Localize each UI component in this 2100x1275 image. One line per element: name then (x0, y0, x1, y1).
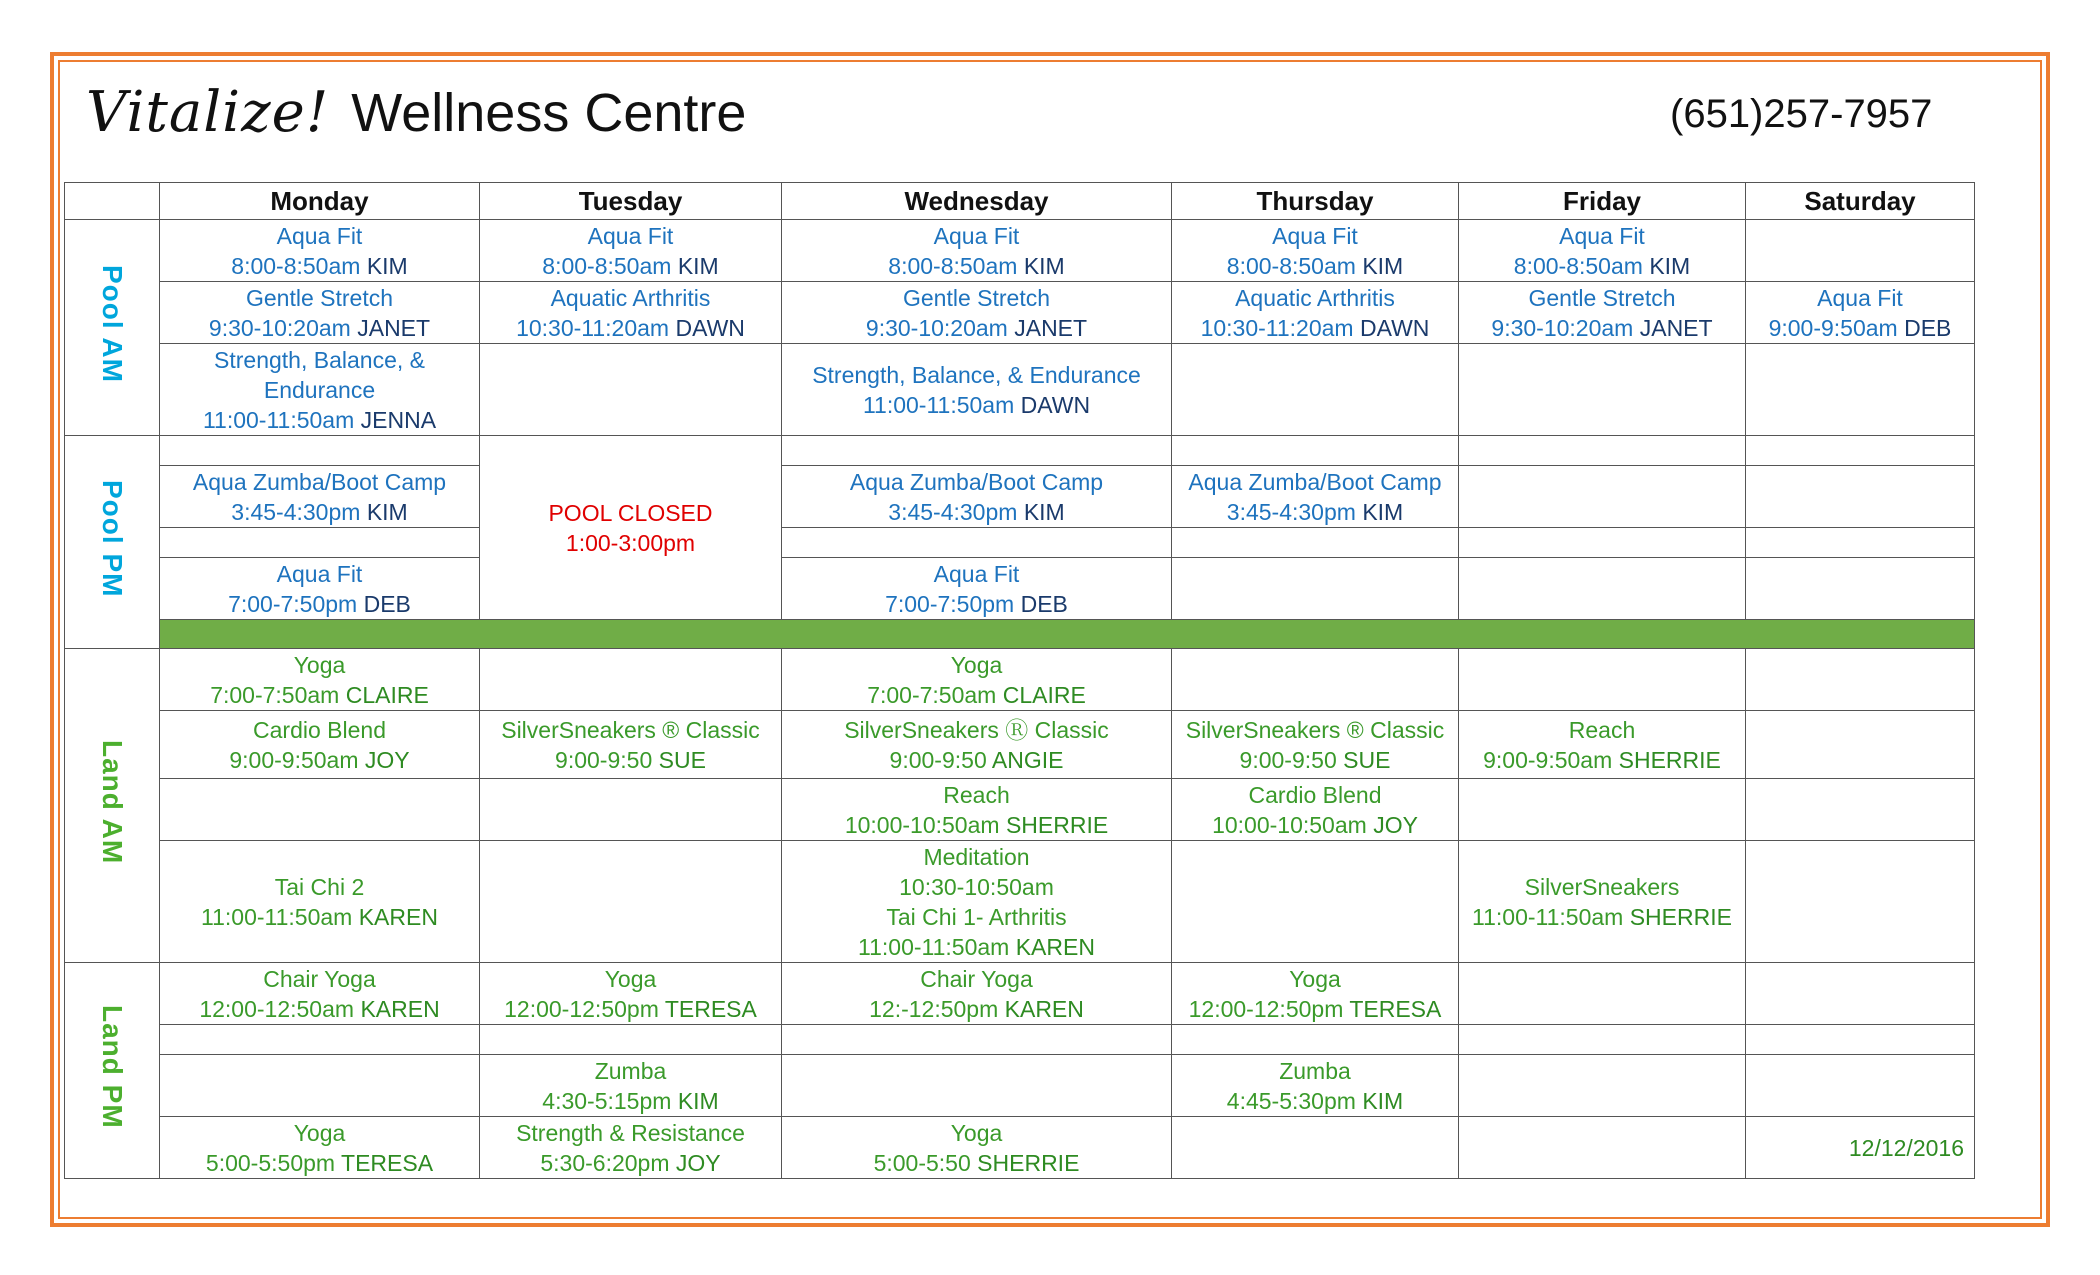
class-cell (1172, 220, 1459, 282)
header-row (65, 183, 1975, 220)
class-time: 12:00-12:50pm (504, 995, 659, 1022)
class-instructor: KIM (1649, 252, 1691, 279)
class-cell (1459, 220, 1746, 282)
class-time: 4:30-5:15pm (542, 1087, 672, 1114)
class-title: Aquatic Arthritis (1235, 284, 1395, 311)
pool-pm-row-1 (65, 436, 1975, 466)
class-time: 7:00-7:50pm (228, 590, 358, 617)
empty-cell (160, 779, 480, 841)
class-title: Reach (1568, 716, 1636, 743)
empty-cell (782, 1055, 1172, 1117)
class-instructor: SHERRIE (977, 1149, 1080, 1176)
empty-cell (1459, 1025, 1746, 1055)
class-title: Strength, Balance, & (214, 346, 425, 373)
empty-cell (480, 649, 782, 711)
empty-cell (1172, 436, 1459, 466)
day-header-friday: Friday (1459, 183, 1746, 220)
class-cell (160, 220, 480, 282)
class-cell (1172, 1055, 1459, 1117)
land-pm-row-4 (65, 1117, 1975, 1179)
empty-cell (1172, 1025, 1459, 1055)
pool-closed-time: 1:00-3:00pm (565, 529, 696, 556)
class-cell (160, 711, 480, 779)
empty-cell (1746, 1055, 1975, 1117)
land-am-row-4 (65, 841, 1975, 963)
empty-cell (160, 1055, 480, 1117)
class-time: 9:00-9:50am (1483, 746, 1613, 773)
land-am-row-3 (65, 779, 1975, 841)
class-cell (480, 963, 782, 1025)
class-title: Chair Yoga (920, 965, 1033, 992)
class-instructor: KIM (366, 498, 408, 525)
section-land-am (65, 649, 160, 963)
section-divider (65, 620, 1975, 649)
class-instructor: DEB (363, 590, 411, 617)
class-cell (160, 344, 480, 436)
class-instructor: KIM (1023, 498, 1065, 525)
class-cell (480, 282, 782, 344)
class-cell (782, 779, 1172, 841)
class-time: 11:00-11:50am (202, 406, 355, 433)
class-instructor: KIM (677, 252, 719, 279)
class-instructor: JOY (675, 1149, 721, 1176)
day-header-thursday: Thursday (1172, 183, 1459, 220)
class-time: 9:00-9:50am (229, 746, 359, 773)
empty-cell (1746, 220, 1975, 282)
divider-bar (160, 620, 1975, 649)
class-title: Strength, Balance, & Endurance (812, 361, 1141, 388)
class-time: 7:00-7:50am (210, 681, 340, 708)
empty-cell (160, 528, 480, 558)
class-title: Cardio Blend (1248, 781, 1382, 808)
class-time-second: 11:00-11:50am (858, 933, 1010, 960)
empty-cell (1459, 558, 1746, 620)
empty-cell (1459, 963, 1746, 1025)
class-cell (160, 558, 480, 620)
empty-cell (480, 1025, 782, 1055)
revision-date: 12/12/2016 (1848, 1134, 1964, 1161)
class-instructor: ANGIE (991, 746, 1064, 773)
class-instructor: KIM (677, 1087, 719, 1114)
class-cell (1172, 466, 1459, 528)
class-instructor: KAREN (358, 903, 438, 930)
class-title: SilverSneakers ® Classic (1185, 716, 1445, 743)
class-title: Yoga (950, 1119, 1003, 1146)
class-cell (160, 841, 480, 963)
empty-cell (480, 779, 782, 841)
empty-cell (782, 528, 1172, 558)
class-cell (1172, 711, 1459, 779)
class-cell (480, 1055, 782, 1117)
class-title: Gentle Stretch (1528, 284, 1676, 311)
class-instructor: SUE (658, 746, 706, 773)
pool-pm-row-4 (65, 558, 1975, 620)
class-time: 7:00-7:50am (867, 681, 997, 708)
empty-cell (1172, 841, 1459, 963)
class-cell (160, 466, 480, 528)
class-title: Gentle Stretch (245, 284, 394, 311)
class-instructor: TERESA (1349, 995, 1442, 1022)
empty-cell (480, 841, 782, 963)
class-title: Aqua Fit (276, 222, 363, 249)
empty-cell (1459, 1055, 1746, 1117)
class-time: 3:45-4:30pm (1226, 498, 1356, 525)
empty-cell (1172, 1117, 1459, 1179)
section-label-pool-am: Pool AM (97, 265, 128, 383)
class-cell (782, 558, 1172, 620)
class-title: Chair Yoga (263, 965, 376, 992)
class-instructor: SHERRIE (1005, 811, 1109, 838)
land-pm-row-1 (65, 963, 1975, 1025)
class-instructor: CLAIRE (1002, 681, 1086, 708)
class-cell (782, 466, 1172, 528)
section-pool-am (65, 220, 160, 436)
empty-cell (1746, 841, 1975, 963)
class-title-second: Tai Chi 1- Arthritis (886, 903, 1067, 930)
class-cell (782, 963, 1172, 1025)
class-time: 10:30-11:20am (516, 314, 670, 341)
class-title: Yoga (950, 651, 1003, 678)
class-cell (782, 282, 1172, 344)
class-title: Aqua Fit (1272, 222, 1358, 249)
class-cell (782, 841, 1172, 963)
class-time: 9:00-9:50 (889, 746, 987, 773)
class-title: Gentle Stretch (902, 284, 1051, 311)
empty-cell (782, 1025, 1172, 1055)
class-instructor: DEB (1904, 314, 1952, 341)
class-time: 8:00-8:50am (1513, 252, 1643, 279)
class-title: Strength & Resistance (516, 1119, 745, 1146)
empty-cell (1459, 649, 1746, 711)
empty-cell (1459, 779, 1746, 841)
class-instructor: JOY (1373, 811, 1418, 838)
empty-cell (160, 1025, 480, 1055)
class-cell (160, 282, 480, 344)
empty-cell (1459, 1117, 1746, 1179)
class-time: 3:45-4:30pm (231, 498, 361, 525)
pool-am-row-2 (65, 282, 1975, 344)
class-time: 8:00-8:50am (542, 252, 672, 279)
class-instructor: KIM (1362, 498, 1404, 525)
class-instructor: KIM (1362, 1087, 1404, 1114)
empty-cell (1746, 528, 1975, 558)
pool-am-row-3 (65, 344, 1975, 436)
class-title: SilverSneakers (1524, 873, 1680, 900)
brand-header (86, 80, 746, 150)
class-cell (480, 220, 782, 282)
class-instructor: JANET (357, 314, 431, 341)
class-instructor: JENNA (360, 406, 437, 433)
class-cell (480, 711, 782, 779)
class-instructor: KIM (366, 252, 408, 279)
class-instructor: JOY (364, 746, 410, 773)
empty-cell (480, 344, 782, 436)
corner-cell (65, 183, 160, 220)
class-title: Aqua Fit (1817, 284, 1903, 311)
class-instructor: KIM (1023, 252, 1065, 279)
empty-cell (1746, 711, 1975, 779)
day-header-wednesday: Wednesday (782, 183, 1172, 220)
class-time: 9:00-9:50 (1239, 746, 1337, 773)
class-title: Aqua Zumba/Boot Camp (1188, 468, 1442, 495)
empty-cell (1172, 649, 1459, 711)
empty-cell (782, 436, 1172, 466)
class-instructor: SHERRIE (1618, 746, 1721, 773)
empty-cell (1746, 649, 1975, 711)
empty-cell (1746, 344, 1975, 436)
empty-cell (1459, 436, 1746, 466)
class-time: 8:00-8:50am (888, 252, 1018, 279)
class-time: 10:30-11:20am (1200, 314, 1354, 341)
class-title-continued: Endurance (263, 376, 376, 403)
empty-cell (1746, 558, 1975, 620)
class-title: SilverSneakers Ⓡ Classic (844, 716, 1109, 743)
class-title: Aqua Fit (587, 222, 674, 249)
section-label-pool-pm: Pool PM (97, 479, 128, 598)
class-title: Reach (943, 781, 1010, 808)
schedule-table (64, 182, 1975, 1179)
class-title: Aqua Fit (933, 222, 1020, 249)
class-time: 9:30-10:20am (208, 314, 351, 341)
class-title: Aqua Zumba/Boot Camp (192, 468, 447, 495)
brand-name: Wellness Centre (351, 83, 747, 143)
class-title: SilverSneakers ® Classic (501, 716, 760, 743)
class-time: 11:00-11:50am (1472, 903, 1624, 930)
empty-cell (1172, 528, 1459, 558)
empty-cell (1746, 436, 1975, 466)
class-instructor: DAWN (675, 314, 745, 341)
section-pool-pm (65, 436, 160, 649)
class-title: Aquatic Arthritis (550, 284, 711, 311)
class-title: Aqua Fit (1559, 222, 1645, 249)
class-title: Meditation (923, 843, 1030, 870)
empty-cell (1172, 344, 1459, 436)
class-time: 3:45-4:30pm (888, 498, 1018, 525)
class-instructor: TERESA (341, 1149, 434, 1176)
class-instructor: KAREN (1004, 995, 1084, 1022)
class-instructor: KAREN (1015, 933, 1095, 960)
class-time: 5:30-6:20pm (540, 1149, 670, 1176)
class-title: Yoga (293, 651, 346, 678)
class-instructor: DAWN (1020, 391, 1091, 418)
day-header-tuesday: Tuesday (480, 183, 782, 220)
date-cell (1746, 1117, 1975, 1179)
pool-closed-label: POOL CLOSED (548, 499, 713, 526)
class-instructor: KAREN (360, 995, 440, 1022)
empty-cell (1746, 963, 1975, 1025)
phone-number: (651)257-7957 (1670, 92, 1933, 136)
class-title: Aqua Zumba/Boot Camp (849, 468, 1104, 495)
section-land-pm (65, 963, 160, 1179)
class-time: 11:00-11:50am (862, 391, 1015, 418)
land-pm-row-3 (65, 1055, 1975, 1117)
empty-cell (1459, 528, 1746, 558)
class-title: Zumba (1279, 1057, 1351, 1084)
class-time: 4:45-5:30pm (1226, 1087, 1356, 1114)
land-am-row-2 (65, 711, 1975, 779)
pool-am-row-1 (65, 220, 1975, 282)
class-cell (1172, 779, 1459, 841)
empty-cell (1172, 558, 1459, 620)
empty-cell (1746, 466, 1975, 528)
empty-cell (160, 436, 480, 466)
class-title: Aqua Fit (933, 560, 1020, 587)
class-instructor: SHERRIE (1629, 903, 1732, 930)
class-time: 8:00-8:50am (1226, 252, 1356, 279)
class-title: Zumba (594, 1057, 667, 1084)
class-time: 11:00-11:50am (201, 903, 353, 930)
class-title: Cardio Blend (253, 716, 386, 743)
day-header-saturday: Saturday (1746, 183, 1975, 220)
empty-cell (1459, 344, 1746, 436)
class-cell (782, 649, 1172, 711)
class-time: 10:30-10:50am (899, 873, 1054, 900)
class-time: 12:00-12:50pm (1188, 995, 1344, 1022)
class-cell (1172, 963, 1459, 1025)
section-label-land-pm: Land PM (97, 1005, 128, 1129)
class-title: Yoga (1289, 965, 1341, 992)
pool-pm-row-3 (65, 528, 1975, 558)
class-time: 7:00-7:50pm (885, 590, 1015, 617)
class-instructor: JANET (1639, 314, 1713, 341)
class-title: Yoga (293, 1119, 346, 1146)
class-cell (1172, 282, 1459, 344)
pool-pm-row-2 (65, 466, 1975, 528)
pool-closed-cell (480, 436, 782, 620)
class-time: 5:00-5:50pm (205, 1149, 336, 1176)
class-time: 9:00-9:50 (555, 746, 653, 773)
class-cell (160, 649, 480, 711)
class-time: 9:00-9:50am (1768, 314, 1898, 341)
class-instructor: SUE (1343, 746, 1391, 773)
class-title: Aqua Fit (276, 560, 363, 587)
class-instructor: KIM (1362, 252, 1404, 279)
class-cell (782, 344, 1172, 436)
class-time: 8:00-8:50am (231, 252, 361, 279)
class-title: Tai Chi 2 (274, 873, 365, 900)
class-cell (782, 220, 1172, 282)
class-time: 10:00-10:50am (844, 811, 1000, 838)
class-instructor: DAWN (1359, 314, 1430, 341)
class-time: 9:30-10:20am (1491, 314, 1634, 341)
class-title: Yoga (604, 965, 657, 992)
empty-cell (1746, 1025, 1975, 1055)
class-time: 9:30-10:20am (865, 314, 1008, 341)
class-cell (1746, 282, 1975, 344)
empty-cell (1459, 466, 1746, 528)
land-am-row-1 (65, 649, 1975, 711)
land-pm-row-2 (65, 1025, 1975, 1055)
empty-cell (1746, 779, 1975, 841)
class-cell (782, 1117, 1172, 1179)
class-instructor: TERESA (664, 995, 757, 1022)
class-cell (160, 963, 480, 1025)
class-time: 10:00-10:50am (1212, 811, 1367, 838)
class-instructor: JANET (1014, 314, 1088, 341)
class-cell (1459, 282, 1746, 344)
class-cell (160, 1117, 480, 1179)
class-instructor: CLAIRE (345, 681, 429, 708)
day-header-monday: Monday (160, 183, 480, 220)
section-label-land-am: Land AM (97, 739, 128, 865)
brand-script-logo: Vitalize! (86, 80, 330, 145)
class-cell (1459, 711, 1746, 779)
class-cell (782, 711, 1172, 779)
class-cell (480, 1117, 782, 1179)
class-cell (1459, 841, 1746, 963)
class-time: 12:00-12:50am (199, 995, 355, 1022)
class-time: 5:00-5:50 (873, 1149, 971, 1176)
class-time: 12:-12:50pm (869, 995, 999, 1022)
class-instructor: DEB (1020, 590, 1068, 617)
